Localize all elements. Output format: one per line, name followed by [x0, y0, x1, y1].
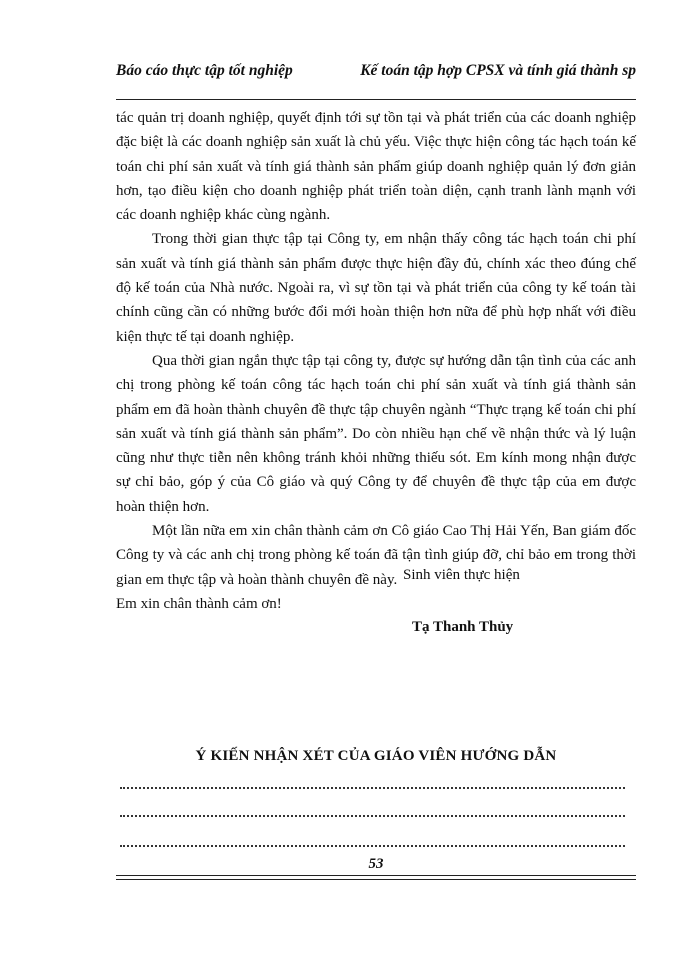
page-header	[116, 62, 636, 88]
header-report-title: Báo cáo thực tập tốt nghiệp	[116, 62, 293, 79]
comment-dotted-line	[120, 815, 625, 817]
footer-rule	[116, 875, 636, 876]
signer-role: Sinh viên thực hiện	[403, 567, 520, 583]
footer-rule	[116, 879, 636, 880]
signer-name: Tạ Thanh Thủy	[412, 619, 514, 635]
header-topic-title: Kế toán tập hợp CPSX và tính giá thành sp	[360, 62, 636, 79]
body-text	[116, 106, 636, 616]
comment-dotted-line	[120, 787, 625, 789]
page-number: 53	[368, 856, 384, 872]
paragraph-acknowledgement: Qua thời gian ngắn thực tập tại công ty, được sự hướng dẫn tận tình của các anh chị trong phòng kế toán công tác hạch toán chi phí sản xuất và tính giá thành sản phẩm em đã hoàn thành chuyên đề thực tập chuyên ngành “Thực trạng kế toán chi phí sản xuất và tính giá thành sản phẩm”. Do còn nhiều hạn chế về nhận thức và lý luận cũng như thực tiễn nên không tránh khỏi những thiếu sót. Em kính mong nhận được sự chỉ bảo, góp ý của Cô giáo và quý Công ty để chuyên đề thực tập của em được hoàn thiện hơn.	[116, 352, 636, 515]
comment-section-title: Ý KIẾN NHẬN XÉT CỦA GIÁO VIÊN HƯỚNG DẪN	[195, 748, 557, 764]
header-rule	[116, 99, 636, 100]
comment-dotted-line	[120, 845, 625, 847]
paragraph-continuation: tác quản trị doanh nghiệp, quyết định tới sự tồn tại và phát triển của các doanh nghiệp đặc biệt là các doanh nghiệp sản xuất là chủ yếu. Việc thực hiện công tác hạch toán kế toán chi phí sản xuất và tính giá thành sản phẩm giúp doanh nghiệp quản lý đơn giản hơn, tạo điều kiện cho doanh nghiệp phát triển toàn diện, cạnh tranh lành mạnh với các doanh nghiệp khác cùng ngành.	[116, 110, 636, 224]
paragraph-thanks: Một lần nữa em xin chân thành cảm ơn Cô giáo Cao Thị Hải Yến, Ban giám đốc Công ty và các anh chị trong phòng kế toán đã tận tình giúp đỡ, chỉ bảo em trong thời gian em thực tập và hoàn thành chuyên đề này.	[116, 523, 636, 588]
paragraph-internship-observation: Trong thời gian thực tập tại Công ty, em nhận thấy công tác hạch toán chi phí sản xuất và tính giá thành sản phẩm được thực hiện đầy đủ, chính xác theo đúng chế độ kế toán của Nhà nước. Ngoài ra, vì sự tồn tại và phát triển của công ty kế toán tài chính cũng cần có những bước đổi mới hoàn thiện hơn nữa để phù hợp nhất với điều kiện thực tế tại doanh nghiệp.	[116, 231, 636, 345]
paragraph-closing: Em xin chân thành cảm ơn!	[116, 595, 282, 612]
